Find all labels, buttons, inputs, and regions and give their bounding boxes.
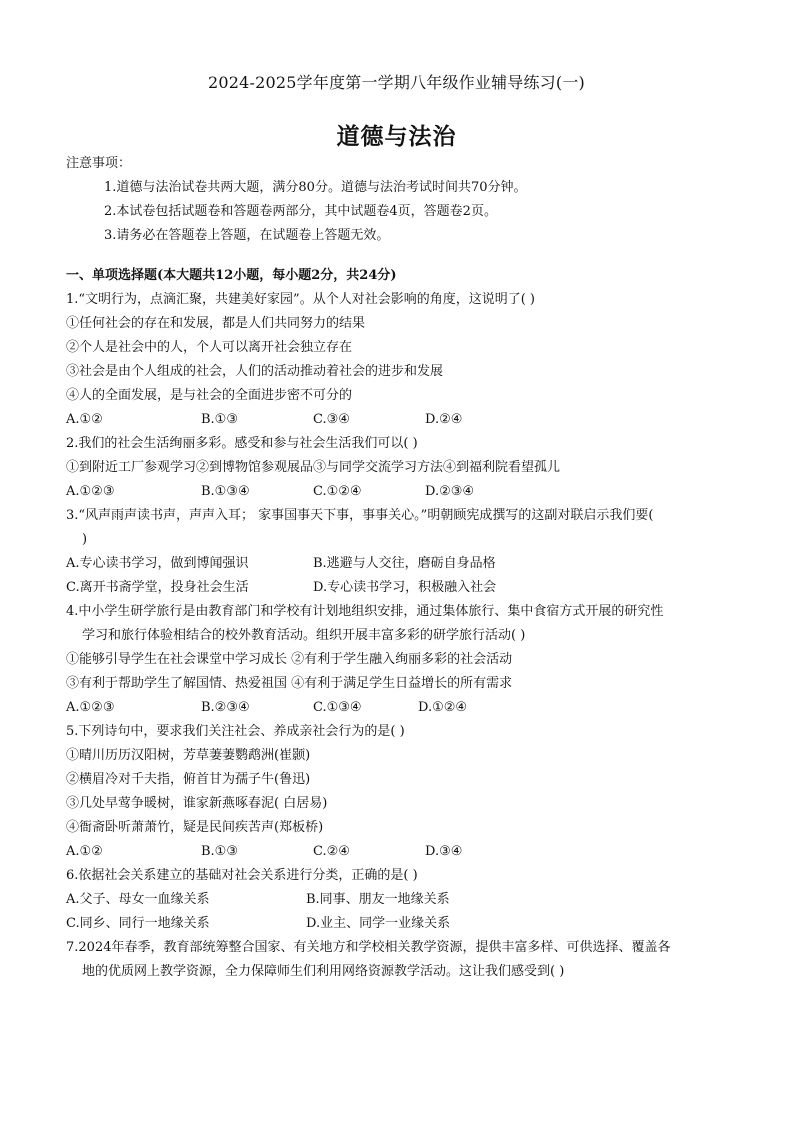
q6-option-a: A.父子、母女一血缘关系: [66, 892, 210, 907]
q5-statement-4: ④衙斋卧听萧萧竹，疑是民间疾苦声(郑板桥): [66, 820, 324, 835]
q1-option-b: B.①③: [201, 412, 238, 427]
notice-item-1: 1.道德与法治试卷共两大题，满分80分。道德与法治考试时间共70分钟。: [104, 180, 527, 195]
q6-option-d: D.业主、同学一业缘关系: [306, 916, 451, 931]
q3-option-c: C.离开书斋学堂，投身社会生活: [66, 580, 249, 595]
q4-stem-line-2: 学习和旅行体验相结合的校外教育活动。组织开展丰富多彩的研学旅行活动( ): [82, 628, 526, 643]
q3-option-b: B.逃避与人交往，磨砺自身品格: [313, 556, 496, 571]
q3-stem-line-2: ): [82, 532, 88, 547]
q1-statement-2: ②个人是社会中的人，个人可以离开社会独立存在: [66, 340, 353, 355]
q2-stem: 2.我们的社会生活绚丽多彩。感受和参与社会生活我们可以( ): [66, 436, 418, 451]
q1-option-c: C.③④: [313, 412, 350, 427]
q1-option-a: A.①②: [66, 412, 103, 427]
q1-statement-1: ①任何社会的存在和发展，都是人们共同努力的结果: [66, 316, 366, 331]
q1-option-d: D.②④: [425, 412, 463, 427]
q4-statement-2: ③有利于帮助学生了解国情、热爱祖国 ④有利于满足学生日益增长的所有需求: [66, 676, 513, 691]
q3-stem-line-1: 3.“风声雨声读书声，声声入耳； 家事国事天下事，事事关心。”明朝顾宪成撰写的这副对联启示我们要(: [66, 508, 654, 523]
q3-option-d: D.专心读书学习，积极融入社会: [313, 580, 497, 595]
q5-option-c: C.②④: [313, 844, 350, 859]
q6-option-b: B.同事、朋友一地缘关系: [306, 892, 450, 907]
q5-option-d: D.③④: [425, 844, 463, 859]
q2-option-c: C.①②④: [313, 484, 362, 499]
q4-option-d: D.①②④: [418, 700, 468, 715]
q1-statement-3: ③社会是由个人组成的社会，人们的活动推动着社会的进步和发展: [66, 364, 444, 379]
q2-option-d: D.②③④: [425, 484, 475, 499]
section-1-title: 一、单项选择题(本大题共12小题，每小题2分，共24分): [66, 268, 397, 283]
q4-statement-1: ①能够引导学生在社会课堂中学习成长 ②有利于学生融入绚丽多彩的社会活动: [66, 652, 513, 667]
notice-item-2: 2.本试卷包括试题卷和答题卷两部分，其中试题卷4页，答题卷2页。: [104, 204, 497, 219]
q4-stem-line-1: 4.中小学生研学旅行是由教育部门和学校有计划地组织安排，通过集体旅行、集中食宿方式开展的研究性: [66, 604, 664, 619]
q5-statement-2: ②横眉冷对千夫指，俯首甘为孺子牛(鲁迅): [66, 772, 311, 787]
q5-statement-3: ③几处早莺争暖树，谁家新燕啄春泥( 白居易): [66, 796, 328, 811]
q6-stem: 6.依据社会关系建立的基础对社会关系进行分类，正确的是( ): [66, 868, 418, 883]
q1-statement-4: ④人的全面发展，是与社会的全面进步密不可分的: [66, 388, 353, 403]
q4-option-b: B.②③④: [201, 700, 250, 715]
q3-option-a: A.专心读书学习，做到博闻强识: [66, 556, 249, 571]
q5-option-b: B.①③: [201, 844, 238, 859]
q2-option-a: A.①②③: [66, 484, 115, 499]
q7-stem-line-2: 地的优质网上教学资源，全力保障师生们利用网络资源教学活动。这让我们感受到( ): [82, 964, 565, 979]
q1-stem: 1.“文明行为，点滴汇聚，共建美好家园”。从个人对社会影响的角度，这说明了( ): [66, 292, 535, 307]
q6-option-c: C.同乡、同行一地缘关系: [66, 916, 210, 931]
q2-option-b: B.①③④: [201, 484, 250, 499]
q5-option-a: A.①②: [66, 844, 103, 859]
exam-header-title: 2024-2025学年度第一学期八年级作业辅导练习(一): [208, 73, 585, 92]
notice-label: 注意事项：: [66, 156, 132, 171]
q5-statement-1: ①晴川历历汉阳树，芳草萋萋鹦鹉洲(崔颢): [66, 748, 311, 763]
q2-statement-1: ①到附近工厂参观学习②到博物馆参观展品③与同学交流学习方法④到福利院看望孤儿: [66, 460, 561, 475]
notice-item-3: 3.请务必在答题卷上答题，在试题卷上答题无效。: [104, 228, 390, 243]
q7-stem-line-1: 7.2024年春季，教育部统筹整合国家、有关地方和学校相关教学资源，提供丰富多样、可供选择、覆盖各: [66, 940, 671, 955]
subject-title: 道德与法治: [336, 123, 457, 150]
q4-option-a: A.①②③: [66, 700, 115, 715]
q5-stem: 5.下列诗句中，要求我们关注社会、养成亲社会行为的是( ): [66, 724, 405, 739]
q4-option-c: C.①③④: [313, 700, 362, 715]
